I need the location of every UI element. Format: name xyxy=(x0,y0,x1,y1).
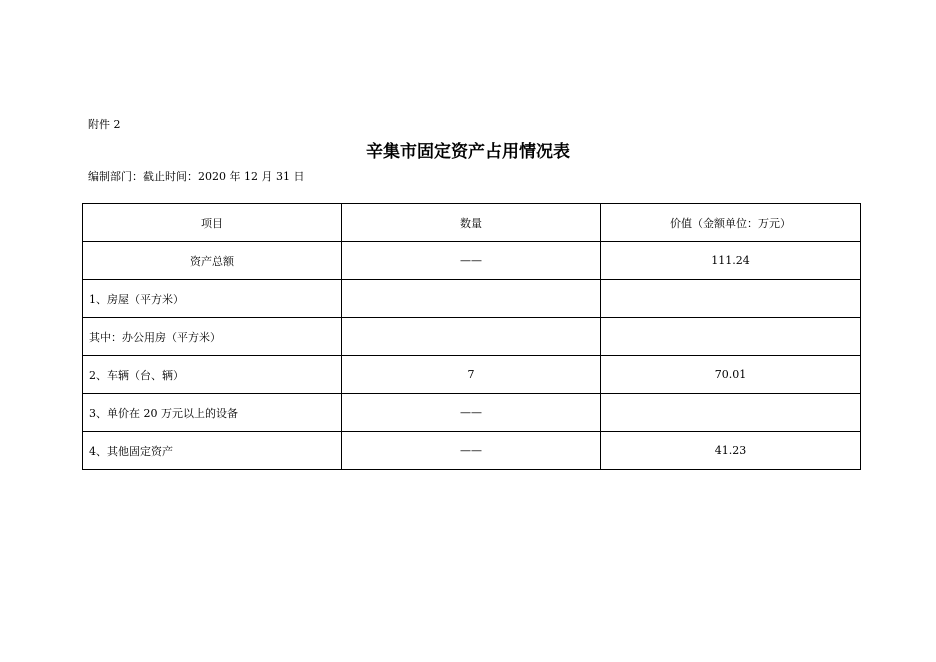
table-row xyxy=(83,432,861,470)
row-value: 111.24 xyxy=(601,242,861,280)
table-row xyxy=(83,280,861,318)
row-item: 2、车辆（台、辆） xyxy=(83,356,342,394)
row-item: 资产总额 xyxy=(83,242,342,280)
table-row xyxy=(83,356,861,394)
row-value: 70.01 xyxy=(601,356,861,394)
header-item: 项目 xyxy=(83,204,342,242)
attachment-label: 附件 2 xyxy=(88,118,121,131)
row-value xyxy=(601,318,861,356)
asset-table xyxy=(82,203,861,470)
table-row xyxy=(83,242,861,280)
row-value: 41.23 xyxy=(601,432,861,470)
table-row xyxy=(83,318,861,356)
row-quantity: —— xyxy=(342,432,601,470)
row-quantity xyxy=(342,318,601,356)
row-quantity: —— xyxy=(342,242,601,280)
table-header-row xyxy=(83,204,861,242)
row-quantity: 7 xyxy=(342,356,601,394)
row-item: 3、单价在 20 万元以上的设备 xyxy=(83,394,342,432)
row-item: 其中：办公用房（平方米） xyxy=(83,318,342,356)
header-value: 价值（金额单位：万元） xyxy=(601,204,861,242)
row-item: 4、其他固定资产 xyxy=(83,432,342,470)
document-title: 辛集市固定资产占用情况表 xyxy=(366,142,570,162)
row-value xyxy=(601,280,861,318)
table-row xyxy=(83,394,861,432)
row-quantity: —— xyxy=(342,394,601,432)
row-value xyxy=(601,394,861,432)
row-quantity xyxy=(342,280,601,318)
row-item: 1、房屋（平方米） xyxy=(83,280,342,318)
meta-line: 编制部门：截止时间：2020 年 12 月 31 日 xyxy=(88,170,305,183)
header-quantity: 数量 xyxy=(342,204,601,242)
